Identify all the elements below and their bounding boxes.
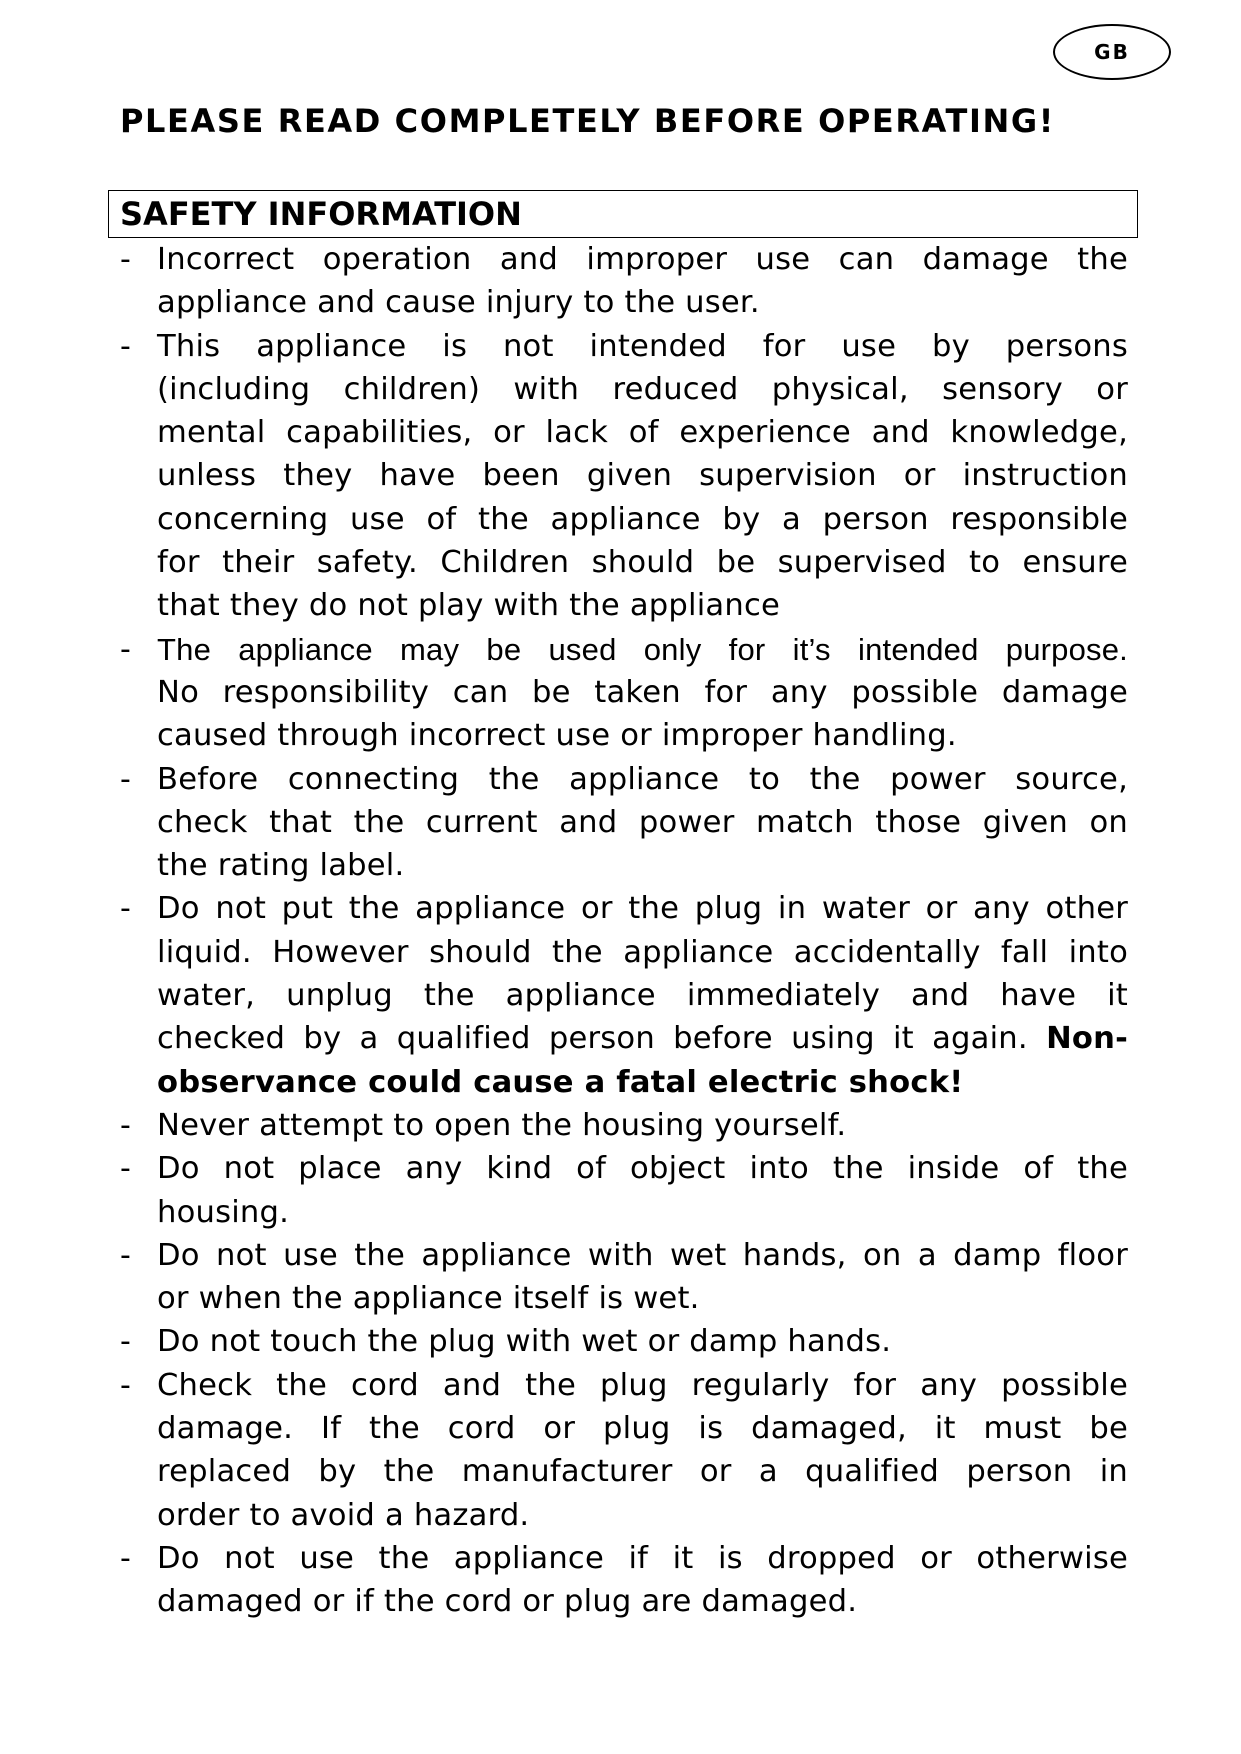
safety-item-11	[0, 1537, 1128, 1624]
safety-item-1	[0, 238, 1128, 325]
bullet-dash: -	[120, 328, 131, 364]
safety-item-9	[0, 1320, 1128, 1363]
bullet-dash: -	[120, 242, 131, 277]
bullet-dash: -	[120, 761, 131, 797]
safety-item-4	[0, 758, 1128, 888]
section-title: SAFETY INFORMATION	[120, 195, 522, 233]
safety-item-3	[0, 628, 1128, 758]
safety-item-8	[0, 1234, 1128, 1321]
safety-item-text: Do not use the appliance if it is dropped or otherwise damaged or if the cord or plug are damaged.	[157, 1540, 1128, 1620]
safety-item-text: Do not touch the plug with wet or damp hands.	[157, 1324, 892, 1360]
safety-item-text: Do not put the appliance or the plug in water or any other liquid. However should the appliance accidentally fall into water, unplug the appliance immediately and have it checked by a qualified person before using it again. Non- observance could cause a fatal electric shock!	[157, 887, 1128, 1103]
bullet-dash: -	[120, 1237, 131, 1273]
language-badge: GB	[1053, 24, 1171, 80]
bullet-dash: -	[120, 1107, 131, 1143]
safety-item-text: This appliance is not intended for use by persons (including children) with reduced physical, sensory or mental capabilities, or lack of experience and knowledge, unless they have been given supervision or instruction concerning use of the appliance by a person responsible for their safety. Children should be supervised to ensure that they do not play with the appliance	[157, 328, 1128, 624]
safety-item-text: Check the cord and the plug regularly for any possible damage. If the cord or plug is damaged, it must be replaced by the manufacturer or a qualified person in order to avoid a hazard.	[157, 1367, 1128, 1533]
safety-item-text: Do not use the appliance with wet hands, on a damp floor or when the appliance itself is wet.	[157, 1237, 1128, 1317]
safety-item-text: Incorrect operation and improper use can damage the appliance and cause injury to the user.	[157, 242, 1128, 321]
safety-item-text: Do not place any kind of object into the inside of the housing.	[157, 1151, 1128, 1230]
safety-item-10	[0, 1364, 1128, 1537]
safety-item-7	[0, 1147, 1128, 1234]
bullet-dash: -	[120, 1151, 131, 1187]
bullet-dash: -	[120, 1324, 131, 1360]
page-title: PLEASE READ COMPLETELY BEFORE OPERATING!	[120, 102, 1055, 140]
bullet-dash: -	[120, 1540, 131, 1576]
safety-item-6	[0, 1104, 1128, 1147]
warning-text: Non-	[1046, 1021, 1128, 1057]
safety-item-text: Never attempt to open the housing yourself.	[157, 1107, 847, 1143]
safety-item-2	[0, 325, 1128, 628]
safety-item-text: The appliance may be used only for it’s intended purpose. No responsibility can be taken for any possible damage caused through incorrect use or improper handling.	[157, 631, 1128, 754]
safety-item-5	[0, 887, 1128, 1103]
bullet-dash: -	[120, 631, 131, 667]
bullet-dash: -	[120, 891, 131, 927]
safety-item-text: Before connecting the appliance to the power source, check that the current and power match those given on the rating label.	[157, 761, 1128, 884]
bullet-dash: -	[120, 1367, 131, 1403]
warning-text: observance could cause a fatal electric shock!	[157, 1064, 964, 1100]
safety-list	[0, 238, 1241, 1624]
safety-item-line-with-warning: checked by a qualified person before using it again. Non-	[157, 1021, 1128, 1057]
